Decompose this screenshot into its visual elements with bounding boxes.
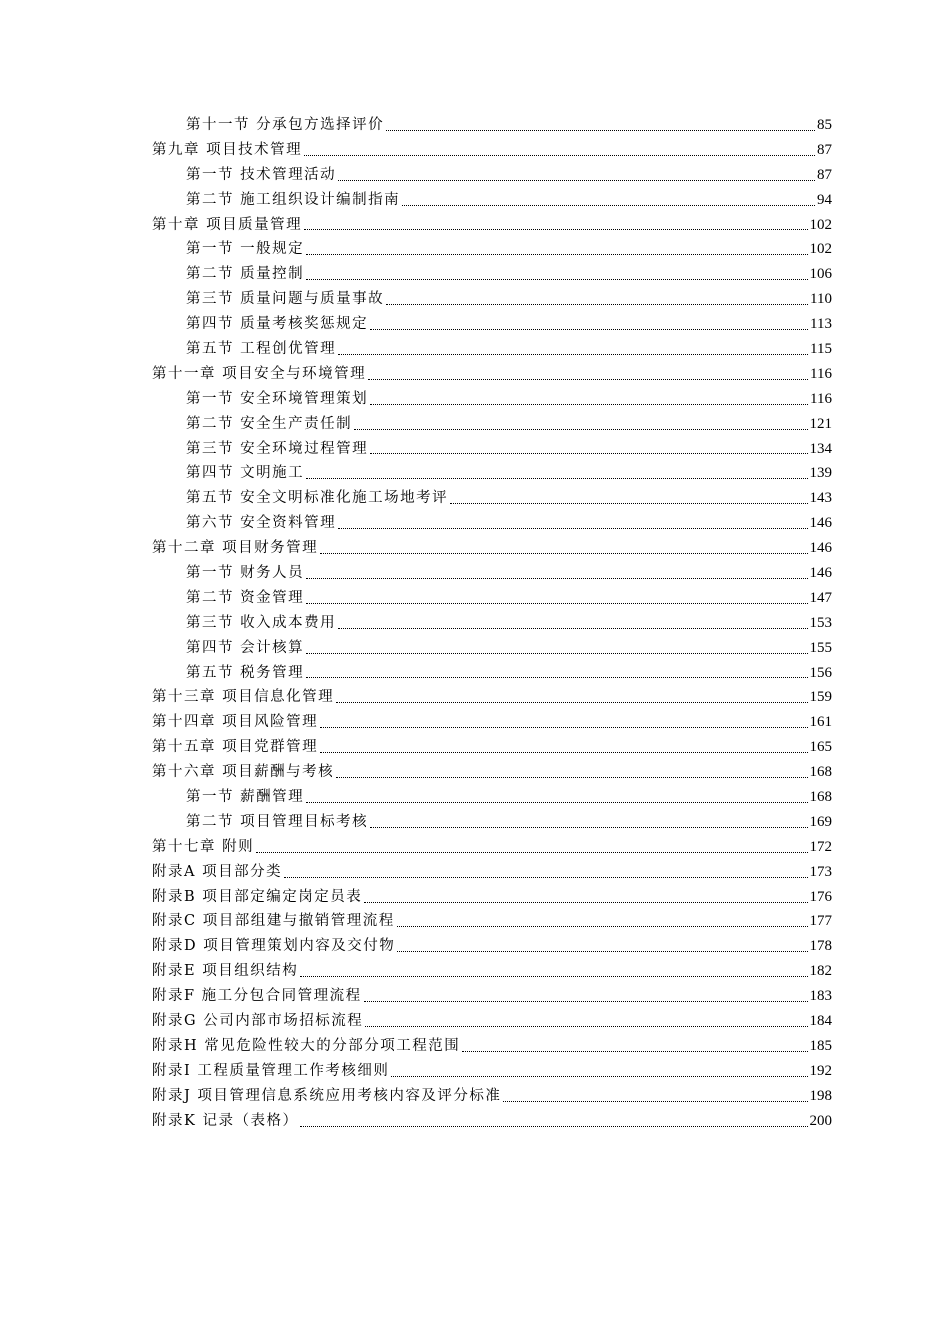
toc-entry-title: 附录C 项目部组建与撤销管理流程 xyxy=(152,913,395,930)
toc-section-entry[interactable] xyxy=(152,337,832,362)
toc-chapter-entry[interactable] xyxy=(152,934,832,959)
toc-section-entry[interactable] xyxy=(152,785,832,810)
toc-page-number: 147 xyxy=(809,589,832,606)
toc-section-entry[interactable] xyxy=(152,387,832,412)
toc-entry-title: 第十二章 项目财务管理 xyxy=(152,540,319,557)
toc-chapter-entry[interactable] xyxy=(152,1084,832,1109)
dot-leader xyxy=(336,701,807,703)
toc-entry-title: 第一节 财务人员 xyxy=(186,565,305,582)
toc-section-entry[interactable] xyxy=(152,312,832,337)
dot-leader xyxy=(320,552,807,554)
toc-section-entry[interactable] xyxy=(152,561,832,586)
toc-page-number: 177 xyxy=(809,913,832,930)
toc-entry-title: 第十三章 项目信息化管理 xyxy=(152,689,335,706)
toc-section-entry[interactable] xyxy=(152,511,832,536)
toc-chapter-entry[interactable] xyxy=(152,213,832,238)
dot-leader xyxy=(320,726,807,728)
toc-entry-title: 附录K 记录（表格） xyxy=(152,1112,299,1129)
toc-page-number: 159 xyxy=(809,689,832,706)
toc-page-number: 183 xyxy=(809,988,832,1005)
toc-page-number: 184 xyxy=(809,1013,832,1030)
toc-entry-title: 第四节 会计核算 xyxy=(186,639,305,656)
toc-chapter-entry[interactable] xyxy=(152,860,832,885)
toc-page-number: 185 xyxy=(809,1037,832,1054)
dot-leader xyxy=(370,403,808,405)
dot-leader xyxy=(304,154,815,156)
toc-page-number: 116 xyxy=(810,365,832,382)
dot-leader xyxy=(370,826,807,828)
toc-entry-title: 附录A 项目部分类 xyxy=(152,863,283,880)
toc-page-number: 121 xyxy=(809,415,832,432)
dot-leader xyxy=(391,1075,807,1077)
toc-page-number: 198 xyxy=(809,1087,832,1104)
toc-chapter-entry[interactable] xyxy=(152,536,832,561)
toc-entry-title: 第四节 文明施工 xyxy=(186,465,305,482)
toc-page-number: 94 xyxy=(817,191,832,208)
dot-leader xyxy=(450,502,807,504)
toc-page-number: 110 xyxy=(810,291,832,308)
toc-page-number: 113 xyxy=(810,316,832,333)
toc-entry-title: 第一节 安全环境管理策划 xyxy=(186,390,369,407)
toc-entry-title: 第五节 税务管理 xyxy=(186,664,305,681)
toc-entry-title: 第十六章 项目薪酬与考核 xyxy=(152,764,335,781)
toc-section-entry[interactable] xyxy=(152,287,832,312)
toc-entry-title: 附录D 项目管理策划内容及交付物 xyxy=(152,938,396,955)
dot-leader xyxy=(338,527,807,529)
toc-chapter-entry[interactable] xyxy=(152,362,832,387)
toc-section-entry[interactable] xyxy=(152,611,832,636)
toc-chapter-entry[interactable] xyxy=(152,910,832,935)
toc-chapter-entry[interactable] xyxy=(152,760,832,785)
toc-page-number: 168 xyxy=(809,764,832,781)
dot-leader xyxy=(338,179,815,181)
toc-section-entry[interactable] xyxy=(152,810,832,835)
dot-leader xyxy=(386,303,808,305)
dot-leader xyxy=(306,278,807,280)
toc-section-entry[interactable] xyxy=(152,163,832,188)
dot-leader xyxy=(306,801,807,803)
toc-page-number: 102 xyxy=(809,216,832,233)
dot-leader xyxy=(336,776,807,778)
toc-chapter-entry[interactable] xyxy=(152,835,832,860)
toc-section-entry[interactable] xyxy=(152,461,832,486)
toc-page-number: 134 xyxy=(809,440,832,457)
toc-page-number: 139 xyxy=(809,465,832,482)
toc-entry-title: 附录E 项目组织结构 xyxy=(152,963,299,980)
toc-entry-title: 第二节 项目管理目标考核 xyxy=(186,813,369,830)
toc-page-number: 87 xyxy=(817,141,832,158)
toc-chapter-entry[interactable] xyxy=(152,959,832,984)
dot-leader xyxy=(462,1050,807,1052)
toc-entry-title: 附录G 公司内部市场招标流程 xyxy=(152,1013,364,1030)
toc-chapter-entry[interactable] xyxy=(152,138,832,163)
toc-section-entry[interactable] xyxy=(152,636,832,661)
toc-page-number: 182 xyxy=(809,963,832,980)
dot-leader xyxy=(354,428,807,430)
toc-page-number: 200 xyxy=(809,1112,832,1129)
dot-leader xyxy=(284,876,807,878)
table-of-contents xyxy=(152,113,832,1134)
toc-chapter-entry[interactable] xyxy=(152,685,832,710)
toc-page-number: 153 xyxy=(809,614,832,631)
toc-page-number: 176 xyxy=(809,888,832,905)
toc-section-entry[interactable] xyxy=(152,237,832,262)
dot-leader xyxy=(338,627,807,629)
toc-entry-title: 第十章 项目质量管理 xyxy=(152,216,303,233)
toc-entry-title: 第十一章 项目安全与环境管理 xyxy=(152,365,367,382)
toc-page-number: 173 xyxy=(809,863,832,880)
toc-chapter-entry[interactable] xyxy=(152,1009,832,1034)
toc-page-number: 87 xyxy=(817,166,832,183)
toc-entry-title: 第六节 安全资料管理 xyxy=(186,515,337,532)
toc-entry-title: 第四节 质量考核奖惩规定 xyxy=(186,316,369,333)
dot-leader xyxy=(370,452,807,454)
toc-chapter-entry[interactable] xyxy=(152,1059,832,1084)
toc-page-number: 85 xyxy=(817,116,832,133)
toc-section-entry[interactable] xyxy=(152,586,832,611)
toc-page-number: 106 xyxy=(809,266,832,283)
toc-page-number: 169 xyxy=(809,813,832,830)
toc-page-number: 143 xyxy=(809,490,832,507)
dot-leader xyxy=(402,204,815,206)
toc-entry-title: 第二节 质量控制 xyxy=(186,266,305,283)
dot-leader xyxy=(386,129,815,131)
dot-leader xyxy=(338,353,808,355)
toc-entry-title: 第一节 一般规定 xyxy=(186,241,305,258)
toc-page-number: 178 xyxy=(809,938,832,955)
dot-leader xyxy=(306,253,807,255)
toc-entry-title: 第一节 薪酬管理 xyxy=(186,789,305,806)
dot-leader xyxy=(306,676,807,678)
dot-leader xyxy=(368,378,808,380)
toc-chapter-entry[interactable] xyxy=(152,1034,832,1059)
toc-page-number: 165 xyxy=(809,739,832,756)
toc-page-number: 192 xyxy=(809,1062,832,1079)
toc-entry-title: 第二节 施工组织设计编制指南 xyxy=(186,191,401,208)
dot-leader xyxy=(320,751,807,753)
toc-page-number: 115 xyxy=(810,341,832,357)
dot-leader xyxy=(364,1000,808,1002)
toc-entry-title: 第三节 质量问题与质量事故 xyxy=(186,291,385,308)
toc-entry-title: 附录B 项目部定编定岗定员表 xyxy=(152,888,363,905)
dot-leader xyxy=(397,925,808,927)
dot-leader xyxy=(300,1125,807,1127)
toc-page-number: 172 xyxy=(809,838,832,855)
toc-chapter-entry[interactable] xyxy=(152,1109,832,1134)
toc-entry-title: 第二节 安全生产责任制 xyxy=(186,415,353,432)
toc-section-entry[interactable] xyxy=(152,113,832,138)
dot-leader xyxy=(306,602,807,604)
toc-page-number: 146 xyxy=(809,515,832,532)
toc-entry-title: 第十七章 附则 xyxy=(152,838,255,855)
toc-chapter-entry[interactable] xyxy=(152,710,832,735)
toc-chapter-entry[interactable] xyxy=(152,735,832,760)
toc-entry-title: 第十五章 项目党群管理 xyxy=(152,739,319,756)
dot-leader xyxy=(364,901,807,903)
toc-chapter-entry[interactable] xyxy=(152,984,832,1009)
toc-entry-title: 附录I 工程质量管理工作考核细则 xyxy=(152,1062,390,1079)
dot-leader xyxy=(397,950,807,952)
toc-page-number: 155 xyxy=(809,639,832,656)
toc-page-number: 168 xyxy=(809,789,832,806)
toc-entry-title: 第五节 安全文明标准化施工场地考评 xyxy=(186,490,449,507)
toc-page-number: 156 xyxy=(809,664,832,681)
toc-section-entry[interactable] xyxy=(152,262,832,287)
toc-page-number: 161 xyxy=(809,714,832,731)
dot-leader xyxy=(370,328,808,330)
toc-section-entry[interactable] xyxy=(152,437,832,462)
toc-page-number: 102 xyxy=(809,241,832,258)
toc-entry-title: 第一节 技术管理活动 xyxy=(186,166,337,183)
toc-entry-title: 第九章 项目技术管理 xyxy=(152,141,303,158)
dot-leader xyxy=(304,228,807,230)
dot-leader xyxy=(306,477,807,479)
toc-entry-title: 第十四章 项目风险管理 xyxy=(152,714,319,731)
dot-leader xyxy=(306,577,807,579)
toc-entry-title: 第五节 工程创优管理 xyxy=(186,341,337,357)
dot-leader xyxy=(256,851,807,853)
toc-entry-title: 附录F 施工分包合同管理流程 xyxy=(152,988,362,1005)
toc-page-number: 146 xyxy=(809,540,832,557)
toc-entry-title: 第二节 资金管理 xyxy=(186,589,305,606)
toc-entry-title: 第三节 收入成本费用 xyxy=(186,614,337,631)
toc-section-entry[interactable] xyxy=(152,412,832,437)
dot-leader xyxy=(300,975,807,977)
toc-entry-title: 第十一节 分承包方选择评价 xyxy=(186,116,385,133)
toc-section-entry[interactable] xyxy=(152,188,832,213)
toc-chapter-entry[interactable] xyxy=(152,885,832,910)
toc-page-number: 116 xyxy=(810,390,832,407)
toc-entry-title: 附录H 常见危险性较大的分部分项工程范围 xyxy=(152,1037,461,1054)
toc-section-entry[interactable] xyxy=(152,661,832,686)
dot-leader xyxy=(365,1025,807,1027)
dot-leader xyxy=(503,1100,807,1102)
dot-leader xyxy=(306,652,807,654)
toc-entry-title: 附录J 项目管理信息系统应用考核内容及评分标准 xyxy=(152,1087,502,1104)
toc-entry-title: 第三节 安全环境过程管理 xyxy=(186,440,369,457)
toc-page-number: 146 xyxy=(809,565,832,582)
toc-section-entry[interactable] xyxy=(152,486,832,511)
